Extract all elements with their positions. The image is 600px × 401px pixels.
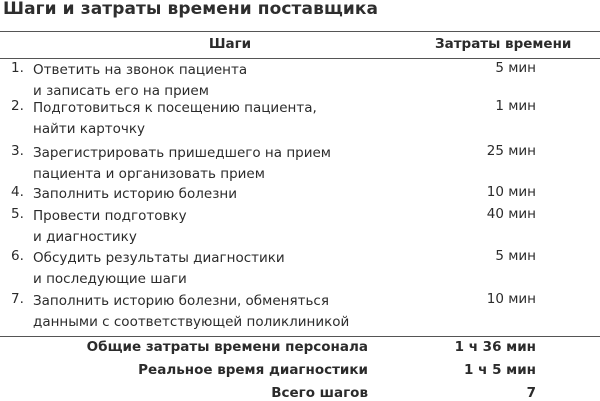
column-header-steps: Шаги [208,36,252,52]
total-steps-value: 7 [526,385,536,401]
step-time: 10 мин [486,184,536,200]
step-description: Провести подготовку и диагностику [33,208,187,245]
step-time: 5 мин [495,248,536,264]
step-time: 40 мин [486,206,536,222]
total-staff-time-value: 1 ч 36 мин [454,339,536,355]
table-header-rule [0,58,600,59]
step-time: 25 мин [486,143,536,159]
step-description: Зарегистрировать пришедшего на прием пациента и организовать прием [33,145,331,182]
step-number: 7. [11,291,24,307]
page-title: Шаги и затраты времени поставщика [3,0,379,19]
diagnostic-time-label: Реальное время диагностики [138,362,368,378]
step-time: 1 мин [495,98,536,114]
step-number: 2. [11,98,24,114]
step-time: 5 мин [495,60,536,76]
step-number: 3. [11,143,24,159]
column-header-time: Затраты времени [435,36,572,52]
total-staff-time-label: Общие затраты времени персонала [86,339,368,355]
table-bottom-rule [0,336,600,337]
step-time: 10 мин [486,291,536,307]
step-number: 5. [11,206,24,222]
total-steps-label: Всего шагов [271,385,368,401]
step-description: Заполнить историю болезни, обменяться данными с соответствующей поликлиникой [33,293,350,330]
step-number: 1. [11,60,24,76]
step-description: Подготовиться к посещению пациента, найти карточку [33,100,317,137]
step-description: Обсудить результаты диагностики и последующие шаги [33,250,285,287]
table-top-rule [0,31,600,32]
step-description: Ответить на звонок пациента и записать его на прием [33,62,248,99]
step-number: 6. [11,248,24,264]
step-number: 4. [11,184,24,200]
step-description: Заполнить историю болезни [33,186,237,202]
diagnostic-time-value: 1 ч 5 мин [464,362,536,378]
